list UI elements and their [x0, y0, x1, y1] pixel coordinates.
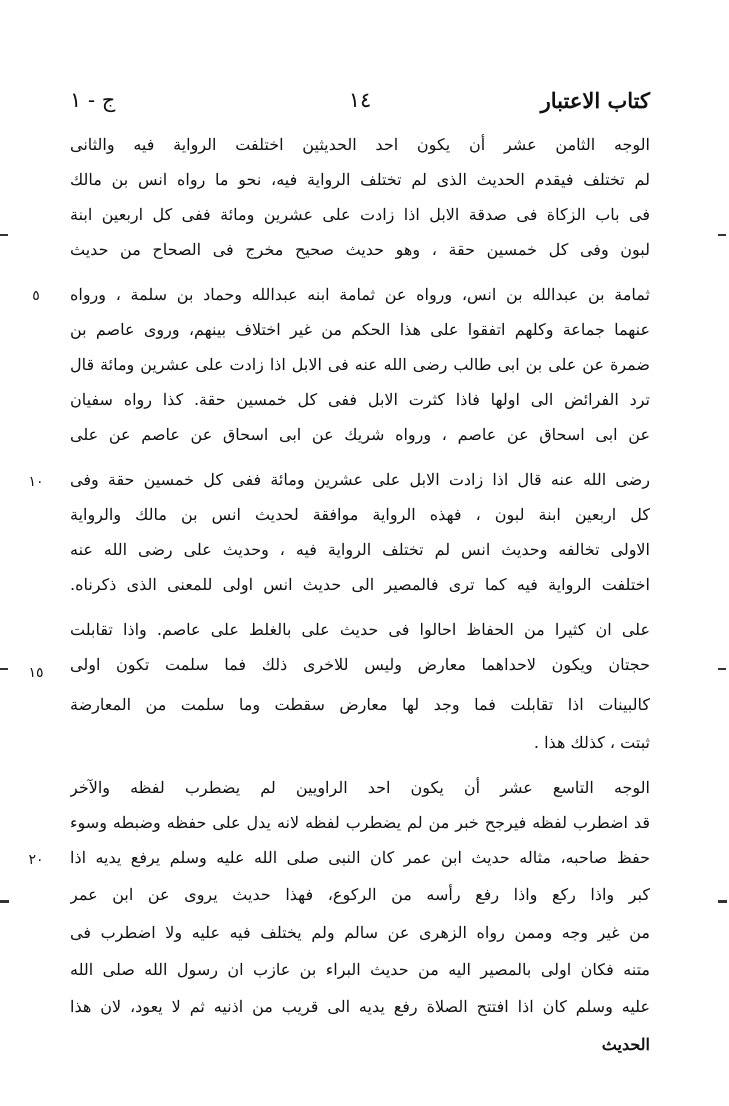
line-number: ٢٠: [28, 852, 44, 868]
page-number: ١٤: [348, 88, 372, 112]
margin-mark: [718, 900, 727, 903]
margin-mark: [718, 668, 726, 670]
text-line: عنهما جماعة وكلهم اتفقوا على هذا الحكم من غير اختلاف بينهم، وروى عاصم بن: [70, 320, 650, 339]
text-line: على ان كثيرا من الحفاظ احالوا فى حديث على بالغلط على عاصم. واذا تقابلت: [70, 620, 650, 639]
text-line: كبر واذا ركع واذا رفع رأسه من الركوع، فهذا حديث يروى عن ابن عمر: [70, 885, 650, 904]
text-line: ثمامة بن عبدالله بن انس، ورواه عن ثمامة ابنه عبدالله وحماد بن سلمة ، ورواه: [70, 285, 650, 304]
text-line: لبون وفى كل خمسين حقة ، وهو حديث صحيح مخرج فى الصحاح من حديث: [70, 240, 650, 259]
margin-mark: [0, 900, 9, 903]
text-line: ترد الفرائض الى اولها فاذا كثرت الابل ففى كل خمسين حقة. كذا رواه سفيان: [70, 390, 650, 409]
page-header: [70, 88, 650, 118]
text-line: لم تختلف فيقدم الحديث الذى لم تختلف الرواية فيه، نحو ما رواه انس بن مالك: [70, 170, 650, 189]
margin-mark: [718, 234, 726, 236]
text-line: كل اربعين ابنة لبون ، فهذه الرواية موافقة لحديث انس بن مالك والرواية: [70, 505, 650, 524]
text-line: الاولى تخالفه وحديث انس لم تختلف الرواية فيه ، وحديث على رضى الله عنه: [70, 540, 650, 559]
text-line: الوجه الثامن عشر أن يكون احد الحديثين اختلفت الرواية فيه والثانى: [70, 135, 650, 154]
text-line: حفظ صاحبه، مثاله حديث ابن عمر كان النبى صلى الله عليه وسلم يرفع يديه اذا: [70, 848, 650, 867]
book-title: كتاب الاعتبار: [540, 88, 650, 113]
text-line: الوجه التاسع عشر أن يكون احد الراويين لم يضطرب لفظه والآخر: [70, 778, 650, 797]
text-line: كالبينات اذا تقابلت فما وجد لها معارض سقطت وما سلمت من المعارضة: [70, 695, 650, 714]
text-line: فى باب الزكاة فى صدقة الابل اذا زادت على عشرين ومائة ففى كل اربعين ابنة: [70, 205, 650, 224]
text-line: قد اضطرب لفظه فيرجح خبر من لم يضطرب لفظه لانه يدل على حفظه وضبطه وسوء: [70, 813, 650, 832]
line-number: ١٥: [28, 665, 44, 681]
text-line: ضمرة عن على بن ابى طالب رضى الله عنه فى الابل اذا زادت على عشرين ومائة قال: [70, 355, 650, 374]
text-line: عن ابى اسحاق عن عاصم ، ورواه شريك عن ابى اسحاق عن عاصم عن على: [70, 425, 650, 444]
volume-label: ج - ١: [70, 88, 116, 112]
text-line: حجتان ويكون لاحداهما معارض وليس للاخرى ذلك فما سلمت تكون اولى: [70, 655, 650, 674]
line-number: ١٠: [28, 474, 44, 490]
line-number: ٥: [32, 288, 40, 304]
margin-mark: [0, 234, 8, 236]
text-line: عليه وسلم كان اذا افتتح الصلاة رفع يديه الى قريب من اذنيه ثم لا يعود، لان هذا: [70, 997, 650, 1016]
text-line: رضى الله عنه قال اذا زادت الابل على عشرين ومائة ففى كل خمسين حقة وفى: [70, 470, 650, 489]
text-line: من غير وجه وممن رواه الزهرى عن سالم ولم يختلف فيه عليه ولا اضطرب فى: [70, 923, 650, 942]
text-line: متنه فكان اولى بالمصير اليه من حديث البراء بن عازب ان رسول الله صلى الله: [70, 960, 650, 979]
margin-mark: [0, 668, 8, 670]
catchword: الحديث: [601, 1035, 650, 1054]
text-line: اختلفت الرواية فيه كما ترى فالمصير الى حديث انس اولى للمعنى الذى ذكرناه.: [70, 575, 650, 594]
text-line: ثبتت ، كذلك هذا .: [533, 733, 650, 752]
